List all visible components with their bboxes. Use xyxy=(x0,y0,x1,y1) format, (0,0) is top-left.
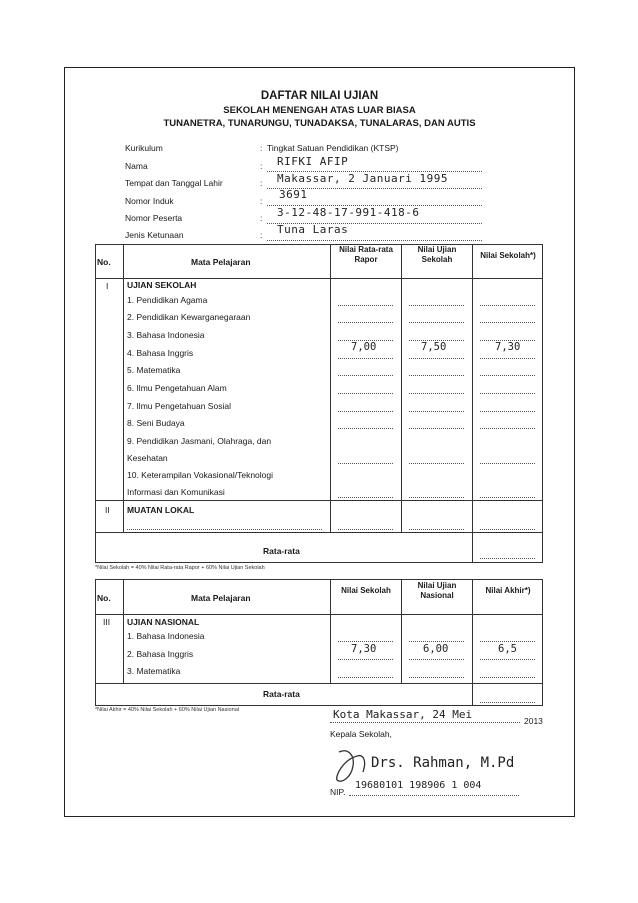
subject-name: 10. Keterampilan Vokasional/Teknologi xyxy=(127,470,274,480)
identity-label: Tempat dan Tanggal Lahir xyxy=(125,178,223,188)
header-national-exam: Nilai Ujian Nasional xyxy=(417,581,457,600)
value-national-exam-english: 6,00 xyxy=(423,643,449,655)
subject-name: 4. Bahasa Inggris xyxy=(127,348,194,358)
value-school-score-english: 7,30 xyxy=(495,341,521,353)
header-subject: Mata Pelajaran xyxy=(191,593,251,603)
identity-value-handwritten: 3-12-48-17-991-418-6 xyxy=(277,206,420,219)
identity-label: Jenis Ketunaan xyxy=(125,230,184,240)
identity-colon: : xyxy=(260,161,263,171)
value-final-score-english: 6,5 xyxy=(498,643,517,655)
identity-colon: : xyxy=(260,213,263,223)
identity-value-handwritten: Makassar, 2 Januari 1995 xyxy=(277,172,448,185)
subject-name: 3. Matematika xyxy=(127,666,181,676)
header-school-exam: Nilai Ujian Sekolah xyxy=(417,245,457,264)
signature-year: 2013 xyxy=(524,716,543,726)
header-report-average: Nilai Rata-rata Rapor xyxy=(339,245,393,264)
subject-name: 1. Pendidikan Agama xyxy=(127,295,208,305)
header-final-score: Nilai Akhir*) xyxy=(485,586,531,595)
average-label: Rata-rata xyxy=(263,689,300,699)
header-school-score: Nilai Sekolah xyxy=(341,586,391,595)
subject-name: 2. Pendidikan Kewarganegaraan xyxy=(127,312,251,322)
score-sheet xyxy=(64,67,575,817)
identity-colon: : xyxy=(260,230,263,240)
section-title: UJIAN SEKOLAH xyxy=(127,280,197,290)
footnote: *Nilai Sekolah = 40% Nilai Rata-rata Rapor + 60% Nilai Ujian Sekolah xyxy=(95,565,265,571)
identity-colon: : xyxy=(260,143,263,153)
nip-label: NIP. xyxy=(330,787,346,797)
signature-name-handwritten: Drs. Rahman, M.Pd xyxy=(371,755,515,771)
identity-colon: : xyxy=(260,178,263,188)
value-school-exam-english: 7,50 xyxy=(421,341,447,353)
header-no: No. xyxy=(97,257,111,267)
document-subtitle-categories: TUNANETRA, TUNARUNGU, TUNADAKSA, TUNALARAS, DAN AUTIS xyxy=(163,118,476,129)
value-school-score-english: 7,30 xyxy=(351,643,377,655)
identity-value-handwritten: RIFKI AFIP xyxy=(277,155,349,168)
identity-value: Tingkat Satuan Pendidikan (KTSP) xyxy=(267,143,399,153)
subject-name: 9. Pendidikan Jasmani, Olahraga, dan xyxy=(127,436,272,446)
identity-label: Kurikulum xyxy=(125,143,163,153)
subject-name: 1. Bahasa Indonesia xyxy=(127,631,205,641)
header-subject: Mata Pelajaran xyxy=(191,257,251,267)
dotted-line xyxy=(267,240,482,241)
section-title: MUATAN LOKAL xyxy=(127,505,195,515)
identity-label: Nomor Induk xyxy=(125,196,174,206)
subject-name: 8. Seni Budaya xyxy=(127,418,185,428)
footnote: *Nilai Akhir = 40% Nilai Sekolah + 60% Nilai Ujian Nasional xyxy=(95,707,239,713)
subject-name: 3. Bahasa Indonesia xyxy=(127,330,205,340)
identity-colon: : xyxy=(260,196,263,206)
section-number: III xyxy=(103,617,111,627)
identity-label: Nomor Peserta xyxy=(125,213,183,223)
section-number: I xyxy=(106,281,109,291)
section-title: UJIAN NASIONAL xyxy=(127,617,200,627)
nip-handwritten: 19680101 198906 1 004 xyxy=(355,780,482,791)
section-number: II xyxy=(105,505,110,515)
value-report-english: 7,00 xyxy=(351,341,377,353)
average-label: Rata-rata xyxy=(263,546,300,556)
identity-label: Nama xyxy=(125,161,148,171)
document-subtitle-school: SEKOLAH MENENGAH ATAS LUAR BIASA xyxy=(223,105,416,116)
subject-name: 7. Ilmu Pengetahuan Sosial xyxy=(127,401,231,411)
subject-name: Kesehatan xyxy=(127,453,168,463)
place-date-handwritten: Kota Makassar, 24 Mei xyxy=(333,708,473,721)
identity-value-handwritten: 3691 xyxy=(279,188,308,201)
subject-name: 5. Matematika xyxy=(127,365,181,375)
subject-name: 6. Ilmu Pengetahuan Alam xyxy=(127,383,227,393)
document-title: DAFTAR NILAI UJIAN xyxy=(260,90,379,102)
header-school-score: Nilai Sekolah*) xyxy=(480,251,536,260)
signature-role: Kepala Sekolah, xyxy=(330,729,392,739)
subject-name: Informasi dan Komunikasi xyxy=(127,487,225,497)
subject-name: 2. Bahasa Inggris xyxy=(127,649,194,659)
header-no: No. xyxy=(97,593,111,603)
identity-value-handwritten: Tuna Laras xyxy=(277,223,349,236)
